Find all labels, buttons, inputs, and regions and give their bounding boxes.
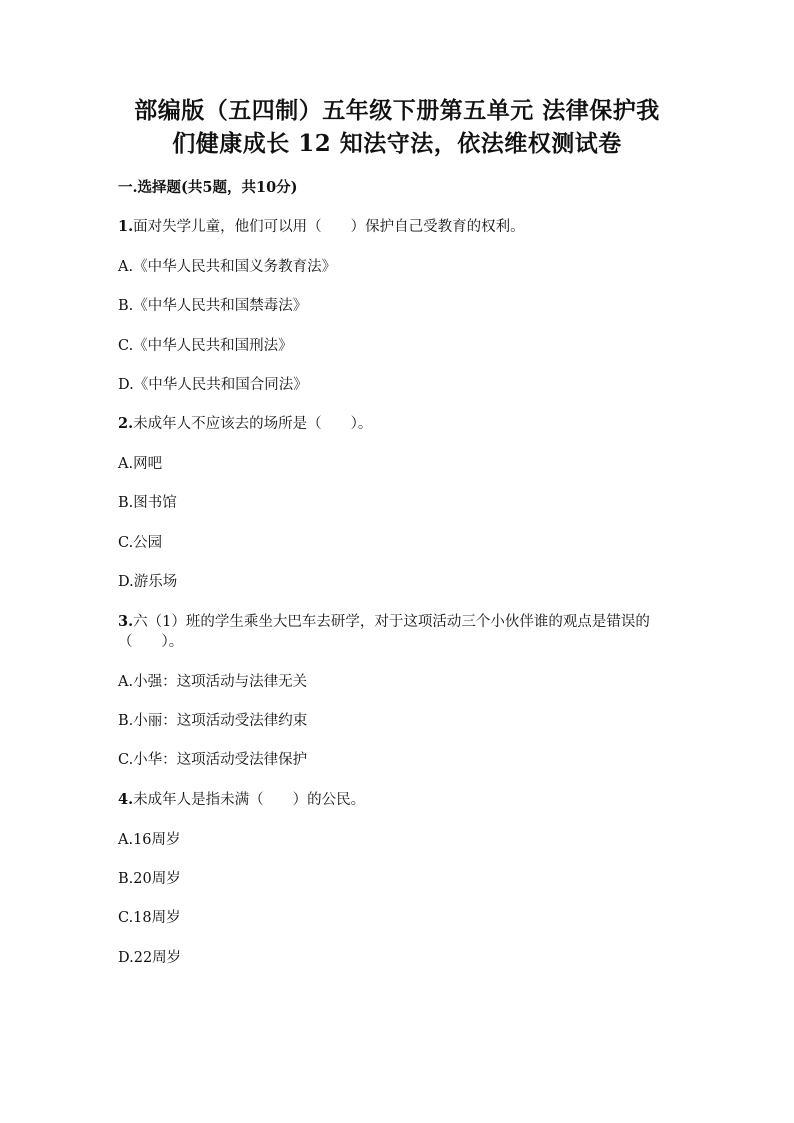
title-line-2: 们健康成长 12 知法守法，依法维权测试卷: [172, 130, 622, 157]
question-2-option-c: C.公园: [118, 535, 163, 551]
question-text: 未成年人不应该去的场所是（ ）。: [133, 416, 373, 432]
question-2-option-d: D.游乐场: [118, 574, 178, 590]
question-2: [118, 414, 372, 434]
question-4-option-a: A.16周岁: [118, 832, 181, 848]
question-1-option-c: C.《中华人民共和国刑法》: [118, 338, 293, 354]
question-1-option-b: B.《中华人民共和国禁毒法》: [118, 298, 308, 314]
question-text: 面对失学儿童，他们可以用（ ）保护自己受教育的权利。: [133, 219, 525, 235]
question-text: 未成年人是指未满（ ）的公民。: [133, 792, 366, 808]
question-1-option-a: A.《中华人民共和国义务教育法》: [118, 259, 337, 275]
question-number: 1.: [118, 218, 134, 235]
page-title: [100, 94, 694, 160]
question-number: 4.: [118, 791, 134, 808]
question-3-option-c: C.小华：这项活动受法律保护: [118, 752, 308, 768]
question-4-option-b: B.20周岁: [118, 871, 181, 887]
section-heading: 一.选择题(共5题，共10分): [118, 179, 298, 196]
question-4-option-c: C.18周岁: [118, 910, 181, 926]
question-number: 2.: [118, 415, 134, 432]
question-number: 3.: [118, 613, 134, 630]
question-2-option-a: A.网吧: [118, 456, 163, 472]
question-2-option-b: B.图书馆: [118, 495, 177, 511]
question-3-option-b: B.小丽：这项活动受法律约束: [118, 713, 308, 729]
question-text: 六（1）班的学生乘坐大巴车去研学，对于这项活动三个小伙伴谁的观点是错误的（ ）。: [118, 614, 650, 650]
question-1-option-d: D.《中华人民共和国合同法》: [118, 377, 308, 393]
question-4-option-d: D.22周岁: [118, 950, 182, 966]
title-line-1: 部编版（五四制）五年级下册第五单元 法律保护我: [134, 97, 660, 124]
question-3-option-a: A.小强：这项活动与法律无关: [118, 674, 308, 690]
question-1: [118, 217, 525, 237]
question-3: [118, 612, 678, 652]
question-4: [118, 790, 365, 810]
